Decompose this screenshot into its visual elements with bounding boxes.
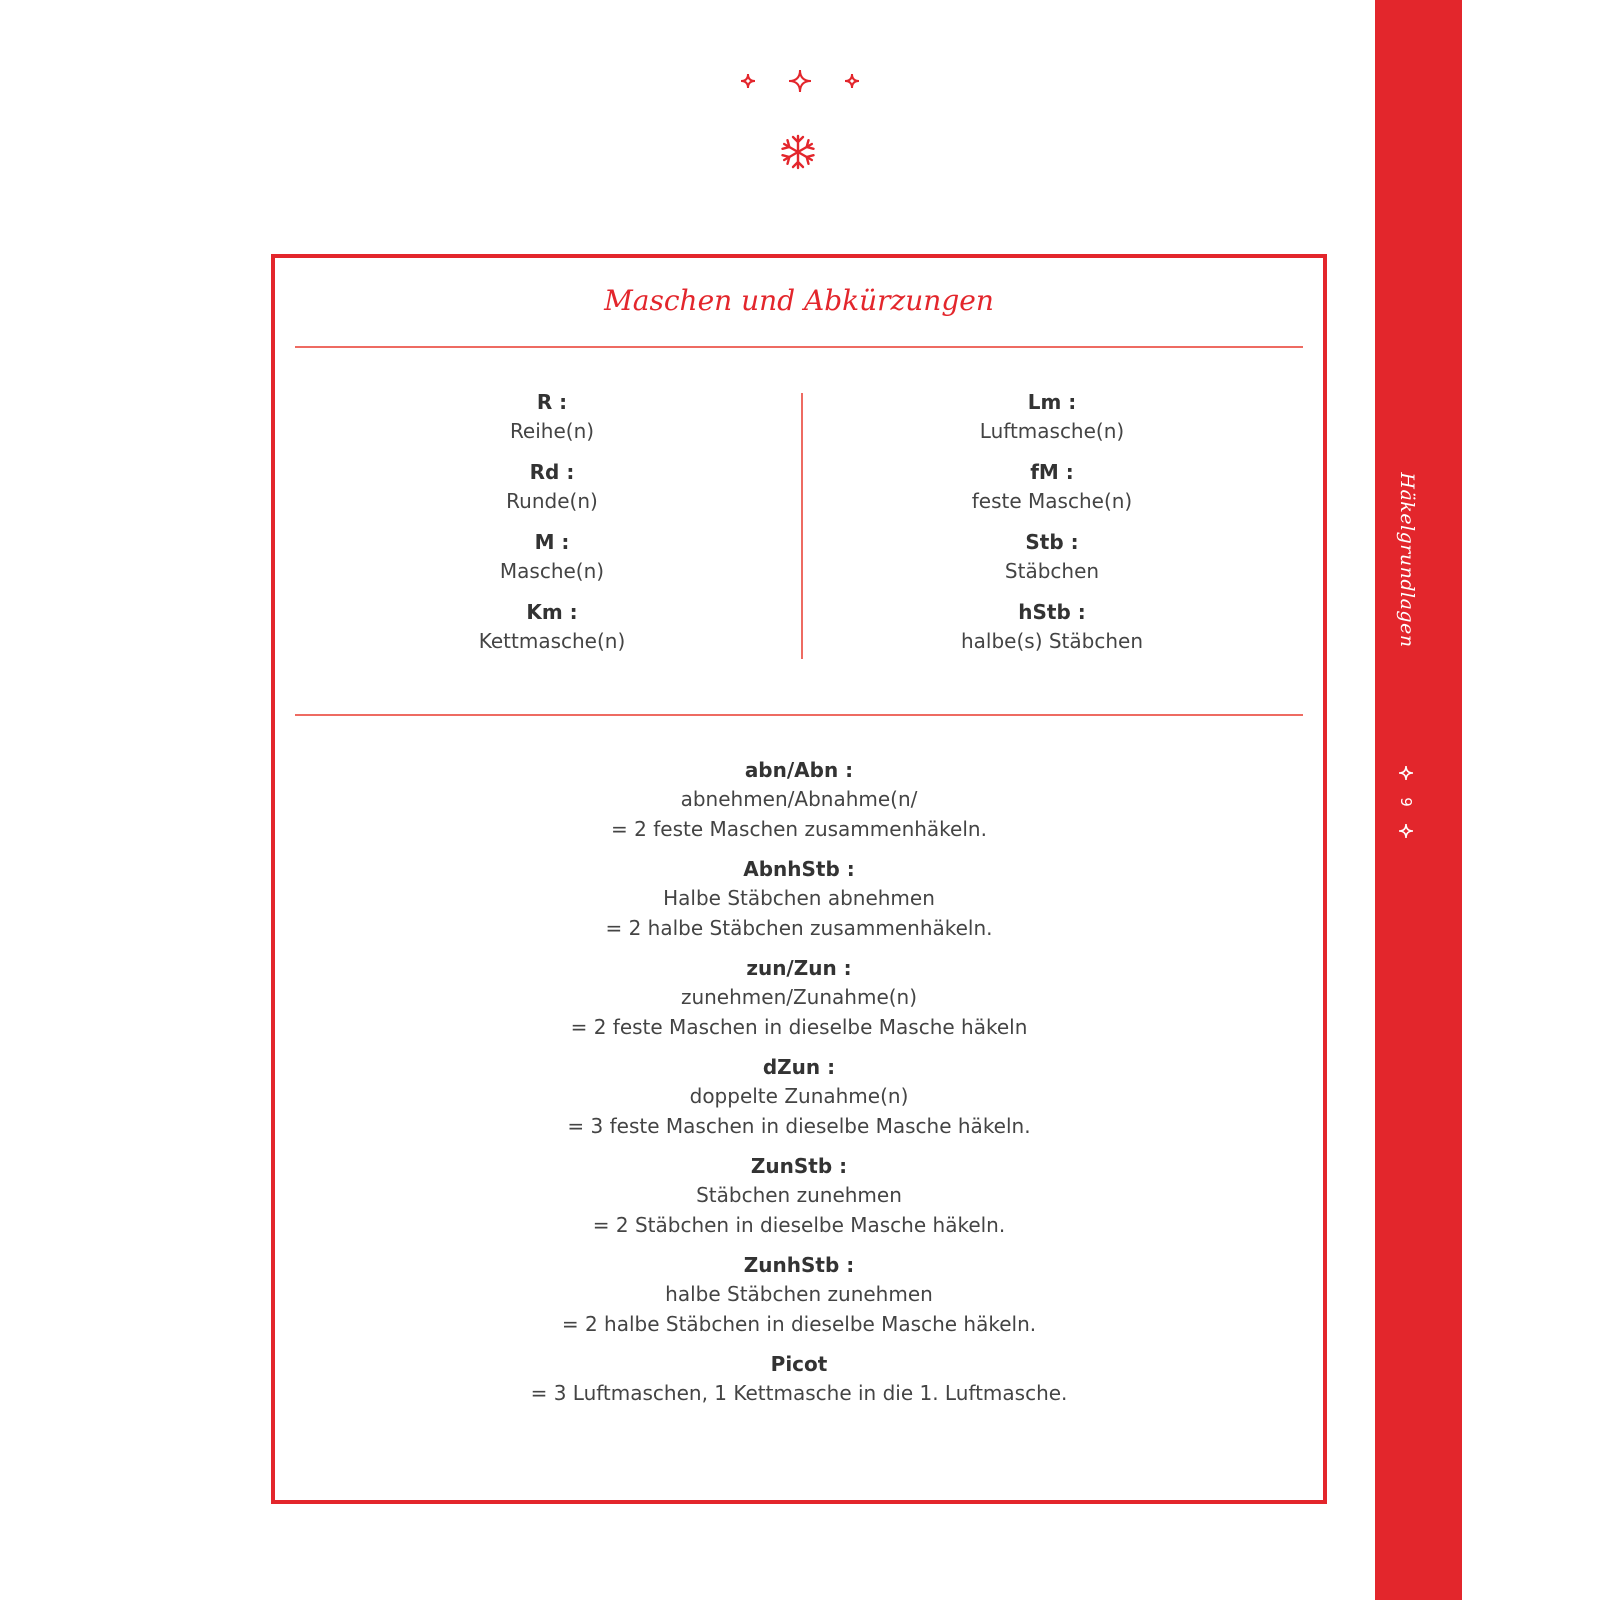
list-item [857,458,1247,516]
right-column [857,388,1247,668]
definition: doppelte Zunahme(n) [689,1084,909,1108]
list-item [275,1053,1323,1141]
list-item [357,598,747,656]
list-item [275,1152,1323,1240]
definition: Halbe Stäbchen abnehmen [663,886,935,910]
definition: Runde(n) [506,489,598,513]
term: ZunhStb : [743,1253,855,1277]
snowflake-icon [780,134,816,170]
divider-top [295,346,1303,348]
abbreviation-list [275,756,1323,1419]
sidebar-strip [1375,0,1462,1600]
definition: Luftmasche(n) [979,419,1125,443]
term: M : [534,530,570,554]
term: R : [536,390,568,414]
definition: abnehmen/Abnahme(n/ [680,787,918,811]
list-item [357,388,747,446]
term: Stb : [1025,530,1079,554]
definition: feste Masche(n) [971,489,1133,513]
sidebar-page-marker [1396,766,1416,838]
list-item [275,855,1323,943]
sparkle-icon-group [740,66,860,96]
term: fM : [1030,460,1074,484]
list-item [857,528,1247,586]
definition-note: = 2 halbe Stäbchen zusammenhäkeln. [605,916,993,940]
definition: Stäbchen zunehmen [696,1183,902,1207]
list-item [275,756,1323,844]
list-item [275,954,1323,1042]
definition-note: = 2 Stäbchen in dieselbe Masche häkeln. [592,1213,1006,1237]
term: AbnhStb : [743,857,855,881]
definition: halbe Stäbchen zunehmen [665,1282,933,1306]
box-title: Maschen und Abkürzungen [604,284,994,317]
definition: Reihe(n) [509,419,595,443]
definition-note: = 2 halbe Stäbchen in dieselbe Masche häkeln. [561,1312,1037,1336]
list-item [357,528,747,586]
definition: Kettmasche(n) [478,629,626,653]
sparkle-icon [741,74,755,88]
definition: = 3 Luftmaschen, 1 Kettmasche in die 1. Luftmasche. [530,1381,1068,1405]
left-column [357,388,747,668]
term: Km : [526,600,578,624]
list-item [275,1350,1323,1408]
sparkle-icon [1399,824,1413,838]
list-item [357,458,747,516]
sparkle-icon [1399,766,1413,780]
term: Lm : [1027,390,1077,414]
definition: Stäbchen [1004,559,1100,583]
page-number: 9 [1397,797,1415,807]
sparkle-icon [845,74,859,88]
list-item [857,598,1247,656]
term: hStb : [1018,600,1086,624]
sparkle-icon [789,70,811,92]
term: Rd : [529,460,575,484]
definition-note: = 3 feste Maschen in dieselbe Masche häkeln. [567,1114,1031,1138]
definition-note: = 2 feste Maschen zusammenhäkeln. [611,817,987,841]
abbreviation-box [271,254,1327,1504]
term: dZun : [762,1055,836,1079]
list-item [275,1251,1323,1339]
definition-note: = 2 feste Maschen in dieselbe Masche häkeln [570,1015,1028,1039]
term: abn/Abn : [744,758,854,782]
sidebar-title: Häkelgrundlagen [1396,472,1418,648]
term: zun/Zun : [746,956,852,980]
column-divider [801,393,803,659]
definition: halbe(s) Stäbchen [960,629,1143,653]
term: Picot [770,1352,828,1376]
divider-bottom [295,714,1303,716]
definition: Masche(n) [499,559,605,583]
list-item [857,388,1247,446]
term: ZunStb : [750,1154,848,1178]
definition: zunehmen/Zunahme(n) [680,985,918,1009]
